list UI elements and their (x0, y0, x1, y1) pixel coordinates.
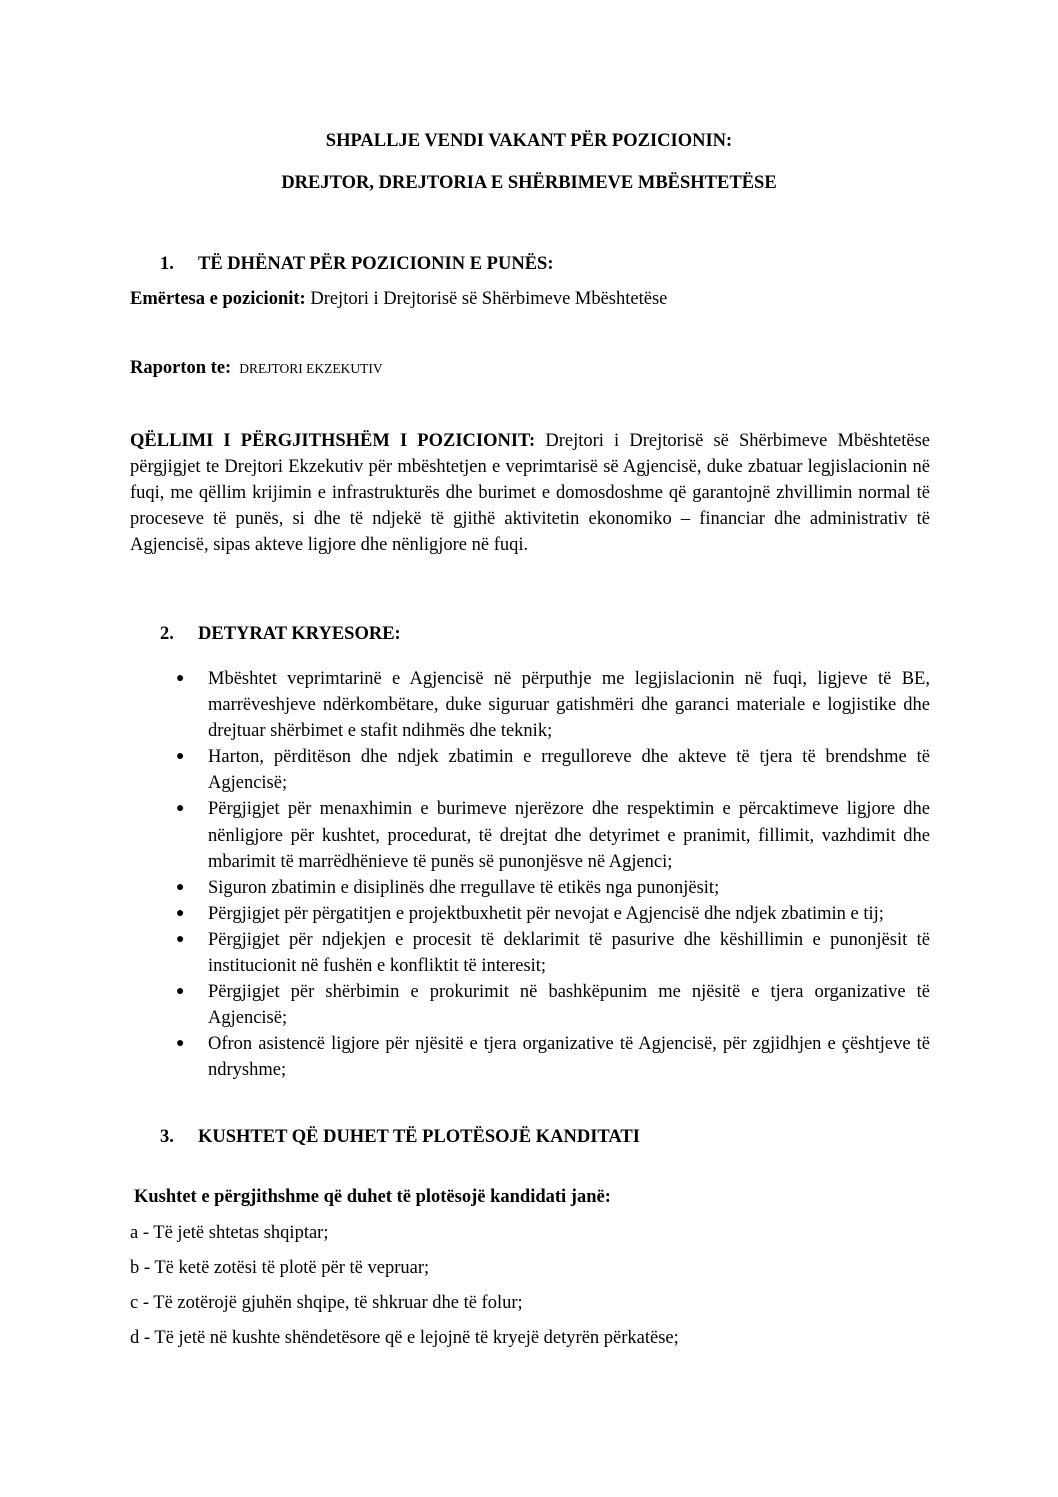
bullet-icon: ● (176, 905, 185, 921)
section-3-title: KUSHTET QË DUHET TË PLOTËSOJË KANDITATI (198, 1127, 640, 1147)
condition-item: d - Të jetë në kushte shëndetësore që e lejojnë të kryejë detyrën përkatëse; (130, 1328, 679, 1348)
duty-item (176, 927, 930, 979)
duty-text: Përgjigjet për ndjekjen e procesit të deklarimit të pasurive dhe këshillimin e punonjësit të institucionit në fushën e konfliktit të interesit; (208, 929, 930, 977)
bullet-icon: ● (176, 931, 185, 947)
duty-item (176, 875, 930, 901)
duties-list (176, 666, 930, 1084)
reports-to-label: Raporton te: (130, 358, 232, 378)
purpose-label: QËLLIMI I PËRGJITHSHËM I POZICIONIT: (130, 431, 536, 451)
duty-item (176, 744, 930, 796)
condition-item: c - Të zotërojë gjuhën shqipe, të shkruar dhe të folur; (130, 1293, 523, 1313)
bullet-icon: ● (176, 749, 185, 765)
duty-text: Ofron asistencë ligjore për njësitë e tjera organizative të Agjencisë, për zgjidhjen e çështjeve të ndryshme; (208, 1034, 930, 1081)
position-title-value: Drejtori i Drejtorisë së Shërbimeve Mbështetëse (310, 289, 668, 309)
duty-item (176, 796, 930, 874)
general-conditions-heading: Kushtet e përgjithshme që duhet të plotësojë kandidati janë: (134, 1187, 611, 1207)
duty-text: Përgjigjet për përgatitjen e projektbuxhetit për nevojat e Agjencisë dhe ndjek zbatimin e tij; (208, 903, 884, 924)
section-2-title: DETYRAT KRYESORE: (198, 624, 401, 644)
condition-item: b - Të ketë zotësi të plotë për të vepruar; (130, 1258, 430, 1278)
document-title-line-2: DREJTOR, DREJTORIA E SHËRBIMEVE MBËSHTETËSE (281, 173, 777, 193)
duty-item (176, 901, 930, 927)
duty-item (176, 666, 930, 744)
purpose-text: Drejtori i Drejtorisë së Shërbimeve Mbështetëse përgjigjet te Drejtori Ekzekutiv për mbështetjen e veprimtarisë së Agjencisë, duke zbatuar legjislacionin në fuqi, me qëllim krijimin e infrastrukturës dhe burimet e domosdoshme që garantojnë zhvillimin normal të proceseve të punës, si dhe të ndjekë të gjithë aktivitetin ekonomiko – financiar dhe administrativ të Agjencisë, sipas akteve ligjore dhe nënligjore në fuqi. (130, 431, 931, 556)
document-title-line-1: SHPALLJE VENDI VAKANT PËR POZICIONIN: (325, 131, 733, 151)
duty-text: Harton, përditëson dhe ndjek zbatimin e rregulloreve dhe akteve të tjera të brendshme të Agjencisë; (208, 747, 930, 794)
position-title-field (130, 287, 667, 311)
bullet-icon: ● (176, 879, 185, 895)
duty-item (176, 1031, 930, 1083)
bullet-icon: ● (176, 1036, 185, 1052)
purpose-paragraph (130, 428, 930, 558)
section-1-number: 1. (160, 254, 174, 274)
position-title-label: Emërtesa e pozicionit: (130, 289, 306, 309)
section-1-heading (160, 252, 554, 276)
section-3-heading (160, 1125, 640, 1149)
condition-item: a - Të jetë shtetas shqiptar; (130, 1223, 329, 1243)
duty-text: Përgjigjet për menaxhimin e burimeve njerëzore dhe respektimin e përcaktimeve ligjore dhe nënligjore për kushtet, procedurat, të drejtat dhe detyrimet e pranimit, fillimit, vazhdimit dhe mbarimit të marrëdhënieve të punës së punonjësve në Agjenci; (208, 799, 930, 872)
bullet-icon: ● (176, 801, 185, 817)
reports-to-field (130, 356, 383, 381)
section-2-number: 2. (160, 624, 174, 644)
bullet-icon: ● (176, 984, 185, 1000)
duty-text: Mbështet veprimtarinë e Agjencisë në përputhje me legjislacionin në fuqi, ligjeve të BE, marrëveshjeve ndërkombëtare, duke siguruar gatishmëri dhe garanci materiale e logjistike dhe drejtuar shërbimet e stafit ndihmës dhe teknik; (208, 669, 930, 742)
reports-to-value: DREJTORI EKZEKUTIV (239, 361, 383, 376)
section-1-title: TË DHËNAT PËR POZICIONIN E PUNËS: (198, 254, 554, 274)
duty-item (176, 979, 930, 1031)
duty-text: Siguron zbatimin e disiplinës dhe rregullave të etikës nga punonjësit; (208, 877, 720, 898)
section-2-heading (160, 622, 401, 646)
bullet-icon: ● (176, 671, 185, 686)
section-3-number: 3. (160, 1127, 174, 1147)
duty-text: Përgjigjet për shërbimin e prokurimit në bashkëpunim me njësitë e tjera organizative të Agjencisë; (208, 982, 930, 1029)
